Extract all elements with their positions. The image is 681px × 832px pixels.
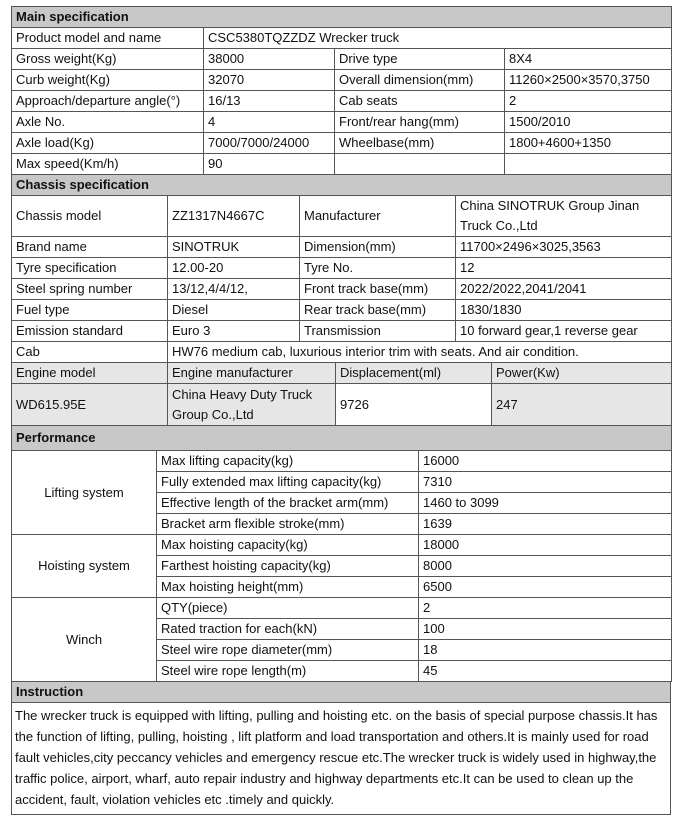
engine-model-value: WD615.95E	[12, 384, 168, 426]
spec-value: 2	[505, 91, 672, 112]
spec-label: Rear track base(mm)	[300, 300, 456, 321]
perf-value: 2	[419, 598, 672, 619]
spec-sheet	[11, 6, 671, 815]
perf-key: Effective length of the bracket arm(mm)	[157, 493, 419, 514]
engine-manufacturer-header: Engine manufacturer	[168, 363, 336, 384]
engine-table	[11, 362, 672, 426]
spec-label: Axle No.	[12, 112, 204, 133]
winch-label: Winch	[12, 598, 157, 682]
perf-value: 1639	[419, 514, 672, 535]
perf-key: Max lifting capacity(kg)	[157, 451, 419, 472]
spec-value: 11260×2500×3570,3750	[505, 70, 672, 91]
spec-label: Drive type	[335, 49, 505, 70]
spec-value: SINOTRUK	[168, 237, 300, 258]
perf-value: 6500	[419, 577, 672, 598]
perf-value: 8000	[419, 556, 672, 577]
spec-value: China SINOTRUK Group Jinan Truck Co.,Ltd	[456, 196, 672, 237]
cab-value: HW76 medium cab, luxurious interior trim with seats. And air condition.	[168, 342, 672, 363]
perf-value: 45	[419, 661, 672, 682]
spec-value: Euro 3	[168, 321, 300, 342]
perf-key: Steel wire rope diameter(mm)	[157, 640, 419, 661]
spec-label: Fuel type	[12, 300, 168, 321]
spec-value: 11700×2496×3025,3563	[456, 237, 672, 258]
spec-label: Curb weight(Kg)	[12, 70, 204, 91]
spec-value: ZZ1317N4667C	[168, 196, 300, 237]
spec-value: 4	[204, 112, 335, 133]
spec-label: Gross weight(Kg)	[12, 49, 204, 70]
product-value: CSC5380TQZZDZ Wrecker truck	[204, 28, 672, 49]
hoisting-system-label: Hoisting system	[12, 535, 157, 598]
empty-cell	[505, 154, 672, 175]
engine-model-header: Engine model	[12, 363, 168, 384]
perf-key: Steel wire rope length(m)	[157, 661, 419, 682]
spec-label: Front track base(mm)	[300, 279, 456, 300]
empty-cell	[335, 154, 505, 175]
spec-label: Overall dimension(mm)	[335, 70, 505, 91]
spec-label: Front/rear hang(mm)	[335, 112, 505, 133]
engine-manufacturer-value: China Heavy Duty Truck Group Co.,Ltd	[168, 384, 336, 426]
spec-value: 16/13	[204, 91, 335, 112]
spec-label: Axle load(Kg)	[12, 133, 204, 154]
spec-value: 32070	[204, 70, 335, 91]
product-label: Product model and name	[12, 28, 204, 49]
spec-label: Tyre specification	[12, 258, 168, 279]
perf-value: 100	[419, 619, 672, 640]
displacement-header: Displacement(ml)	[336, 363, 492, 384]
spec-value: 7000/7000/24000	[204, 133, 335, 154]
spec-value: 12	[456, 258, 672, 279]
chassis-spec-header: Chassis specification	[12, 175, 672, 196]
spec-value: 90	[204, 154, 335, 175]
spec-value: 2022/2022,2041/2041	[456, 279, 672, 300]
spec-value: 38000	[204, 49, 335, 70]
performance-table	[11, 425, 672, 682]
spec-label: Dimension(mm)	[300, 237, 456, 258]
instruction-text: The wrecker truck is equipped with lifting, pulling and hoisting etc. on the basis of special purpose chassis.It has the function of lifting, pulling, hoisting , lift platform and load transportation and others.It is mainly used for road fault vehicles,city peccancy vehicles and emergency rescue etc.The wrecker truck is widely used in highway,the traffic police, airport, wharf, auto repair industry and highway departments etc.It can be used to clean up the accident, fault, violation vehicles etc .timely and quickly.	[12, 703, 671, 815]
spec-value: Diesel	[168, 300, 300, 321]
main-spec-table	[11, 6, 672, 175]
chassis-spec-table	[11, 174, 672, 363]
perf-key: Fully extended max lifting capacity(kg)	[157, 472, 419, 493]
spec-label: Tyre No.	[300, 258, 456, 279]
spec-value: 13/12,4/4/12,	[168, 279, 300, 300]
power-value: 247	[492, 384, 672, 426]
spec-label: Wheelbase(mm)	[335, 133, 505, 154]
cab-label: Cab	[12, 342, 168, 363]
perf-value: 16000	[419, 451, 672, 472]
lifting-system-label: Lifting system	[12, 451, 157, 535]
spec-value: 1800+4600+1350	[505, 133, 672, 154]
spec-label: Cab seats	[335, 91, 505, 112]
perf-key: Rated traction for each(kN)	[157, 619, 419, 640]
instruction-table	[11, 681, 671, 815]
perf-key: Max hoisting height(mm)	[157, 577, 419, 598]
spec-label: Chassis model	[12, 196, 168, 237]
spec-label: Steel spring number	[12, 279, 168, 300]
instruction-header: Instruction	[12, 682, 671, 703]
perf-key: QTY(piece)	[157, 598, 419, 619]
performance-header: Performance	[12, 426, 672, 451]
perf-key: Bracket arm flexible stroke(mm)	[157, 514, 419, 535]
main-spec-header: Main specification	[12, 7, 672, 28]
spec-label: Transmission	[300, 321, 456, 342]
spec-value: 1500/2010	[505, 112, 672, 133]
spec-label: Max speed(Km/h)	[12, 154, 204, 175]
perf-value: 7310	[419, 472, 672, 493]
displacement-value: 9726	[336, 384, 492, 426]
spec-label: Brand name	[12, 237, 168, 258]
spec-label: Emission standard	[12, 321, 168, 342]
perf-key: Farthest hoisting capacity(kg)	[157, 556, 419, 577]
perf-key: Max hoisting capacity(kg)	[157, 535, 419, 556]
spec-value: 10 forward gear,1 reverse gear	[456, 321, 672, 342]
spec-label: Manufacturer	[300, 196, 456, 237]
spec-value: 12.00-20	[168, 258, 300, 279]
perf-value: 18000	[419, 535, 672, 556]
perf-value: 1460 to 3099	[419, 493, 672, 514]
spec-value: 8X4	[505, 49, 672, 70]
spec-label: Approach/departure angle(°)	[12, 91, 204, 112]
spec-value: 1830/1830	[456, 300, 672, 321]
perf-value: 18	[419, 640, 672, 661]
power-header: Power(Kw)	[492, 363, 672, 384]
